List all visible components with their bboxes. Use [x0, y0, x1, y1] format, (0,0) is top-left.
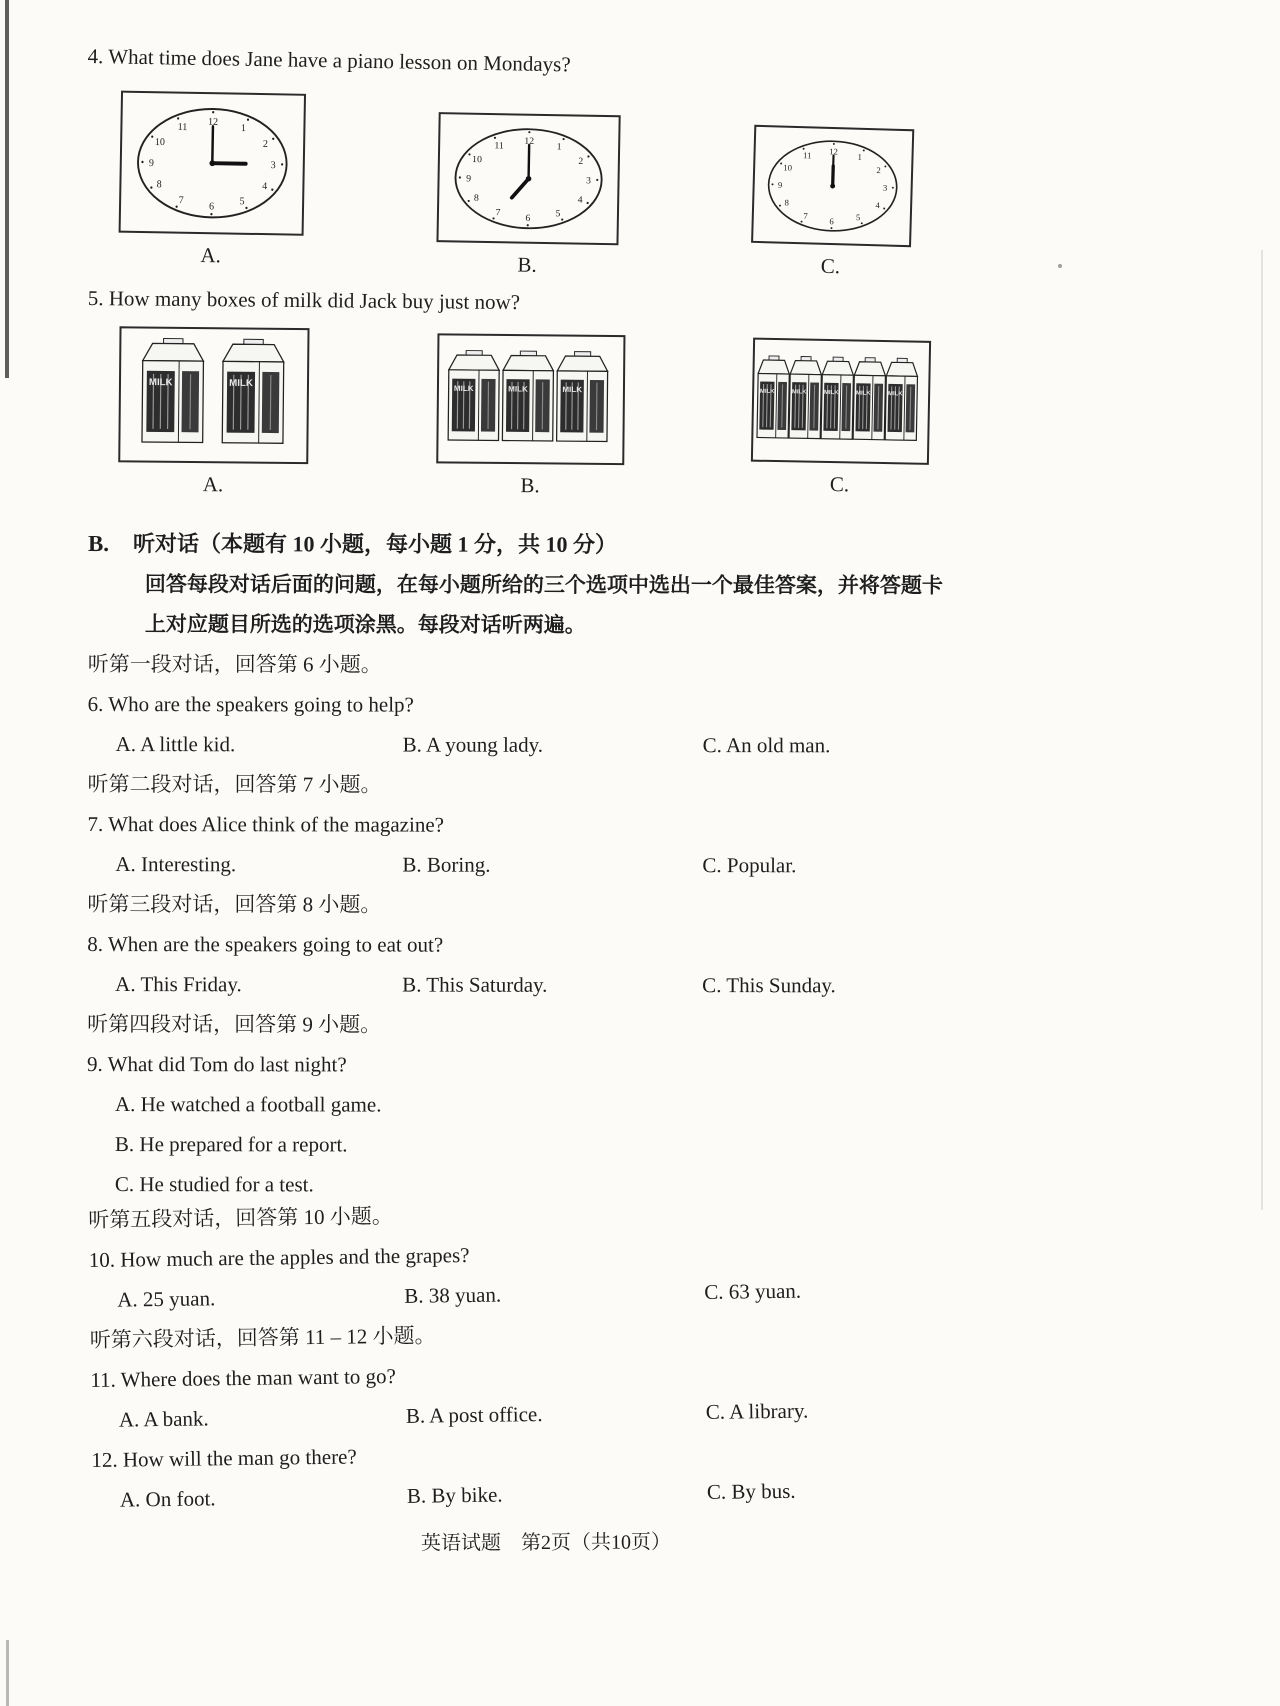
scan-edge-artifact-left-bottom [6, 1640, 9, 1706]
question-12-option-b: B. By bike. [406, 1482, 503, 1508]
clock-image-frame-b [436, 112, 620, 245]
question-12-option-c: C. By bus. [706, 1478, 796, 1504]
question-8-option-a: A. This Friday. [115, 972, 242, 997]
dialogue-5-prompt: 听第五段对话，回答第 10 小题。 [88, 1204, 393, 1232]
question-5-block [86, 278, 1196, 537]
question-6-options [88, 724, 1196, 766]
svg-text:5: 5 [555, 208, 561, 220]
option-label-b: B. [517, 252, 537, 277]
svg-text:7: 7 [178, 195, 184, 207]
svg-text:11: 11 [802, 150, 812, 161]
milk-image-a [120, 328, 307, 462]
question-10-option-c: C. 63 yuan. [704, 1278, 802, 1304]
milk-image-c [753, 340, 929, 463]
dialogue-4-prompt: 听第四段对话，回答第 9 小题。 [87, 1011, 382, 1037]
clock-image-frame-a [119, 91, 306, 236]
milk-image-b [438, 335, 623, 463]
question-8-text: 8. When are the speakers going to eat out? [87, 931, 444, 957]
svg-text:4: 4 [875, 199, 880, 211]
clock-image-a [121, 93, 304, 234]
section-b-instruction-1: 回答每段对话后面的问题，在每小题所给的三个选项中选出一个最佳答案，并将答题卡 [144, 572, 943, 598]
question-8-options [87, 964, 1195, 1006]
milk-image-frame-c [751, 338, 931, 465]
section-b-title: 听对话（本题有 10 小题，每小题 1 分，共 10 分） [133, 531, 618, 557]
page-footer: 英语试题 第2页（共10页） [420, 1531, 672, 1555]
svg-text:9: 9 [777, 179, 783, 190]
svg-text:1: 1 [556, 141, 562, 153]
clock-image-b [438, 114, 618, 243]
question-6-option-a: A. A little kid. [115, 732, 236, 757]
svg-text:9: 9 [148, 157, 154, 170]
question-9-option-a: A. He watched a football game. [114, 1092, 382, 1117]
svg-text:7: 7 [803, 210, 808, 221]
question-11-text: 11. Where does the man want to go? [90, 1363, 397, 1392]
milk-figure-c [750, 338, 931, 499]
question-4-block [83, 36, 1195, 321]
svg-text:MILK: MILK [508, 384, 528, 394]
svg-text:11: 11 [494, 140, 505, 152]
svg-text:6: 6 [829, 216, 834, 227]
question-11-option-b: B. A post office. [405, 1402, 543, 1428]
svg-text:MILK: MILK [888, 391, 903, 398]
question-10-option-a: A. 25 yuan. [117, 1286, 216, 1312]
svg-text:10: 10 [783, 162, 793, 173]
svg-text:MILK: MILK [453, 384, 474, 394]
svg-text:MILK: MILK [562, 385, 583, 395]
svg-text:8: 8 [784, 197, 790, 208]
svg-text:6: 6 [525, 213, 531, 224]
option-label-a: A. [202, 472, 224, 497]
question-7-option-b: B. Boring. [402, 852, 491, 877]
question-12-option-a: A. On foot. [119, 1486, 216, 1512]
svg-text:MILK: MILK [791, 389, 807, 396]
option-label-c: C. [829, 472, 850, 497]
svg-text:7: 7 [495, 207, 501, 219]
question-7-options [87, 844, 1195, 886]
scan-edge-artifact-right [1261, 250, 1263, 1210]
question-7-option-a: A. Interesting. [115, 852, 237, 877]
question-6-option-b: B. A young lady. [402, 732, 544, 757]
svg-text:2: 2 [578, 156, 584, 167]
milk-image-frame-b [436, 333, 625, 465]
svg-text:3: 3 [270, 160, 276, 172]
question-7-option-c: C. Popular. [702, 853, 797, 878]
dialogue-2-prompt: 听第二段对话，回答第 7 小题。 [87, 771, 382, 797]
section-b-header [88, 524, 1196, 566]
clock-figure-b [436, 112, 621, 279]
svg-text:2: 2 [876, 165, 881, 176]
question-12-text: 12. How will the man go there? [91, 1444, 357, 1472]
question-11-option-a: A. A bank. [118, 1406, 209, 1432]
question-8-option-b: B. This Saturday. [402, 972, 548, 997]
svg-text:10: 10 [472, 154, 483, 166]
clock-image-frame-c [751, 125, 914, 247]
svg-text:8: 8 [156, 179, 162, 191]
scan-edge-artifact-left [5, 0, 9, 378]
svg-text:12: 12 [829, 146, 839, 157]
svg-text:4: 4 [577, 194, 583, 206]
question-6-text: 6. Who are the speakers going to help? [87, 691, 414, 717]
question-7-text: 7. What does Alice think of the magazine? [87, 811, 444, 837]
question-5-figures [86, 326, 1196, 537]
svg-text:MILK: MILK [229, 377, 253, 390]
question-5-text: 5. How many boxes of milk did Jack buy just now? [87, 285, 521, 315]
clock-figure-a [118, 91, 306, 270]
clock-figure-c [750, 125, 914, 281]
svg-text:MILK: MILK [759, 388, 775, 395]
dialogue-3-prompt: 听第三段对话，回答第 8 小题。 [87, 891, 382, 917]
question-8-option-c: C. This Sunday. [702, 973, 836, 998]
option-label-a: A. [200, 242, 222, 268]
dialogue-6-prompt: 听第六段对话，回答第 11 – 12 小题。 [89, 1323, 436, 1352]
question-9-option-b: B. He prepared for a report. [114, 1132, 348, 1157]
clock-image-c [753, 127, 912, 245]
svg-text:MILK: MILK [823, 389, 839, 397]
question-10-text: 10. How much are the apples and the grapes? [88, 1243, 470, 1272]
svg-text:10: 10 [154, 136, 165, 149]
section-b-block [87, 524, 1196, 1206]
milk-image-frame-a [118, 326, 309, 464]
svg-text:5: 5 [855, 212, 861, 223]
svg-text:MILK: MILK [855, 390, 871, 397]
svg-text:1: 1 [857, 151, 863, 162]
svg-text:3: 3 [585, 175, 592, 187]
section-b-instruction-2: 上对应题目所选的选项涂黑。每段对话听两遍。 [144, 612, 586, 637]
svg-text:6: 6 [208, 201, 215, 213]
milk-figure-b [436, 333, 626, 499]
question-10-option-b: B. 38 yuan. [404, 1282, 502, 1308]
question-9-text: 9. What did Tom do last night? [87, 1051, 347, 1077]
option-label-b: B. [520, 473, 540, 498]
svg-text:2: 2 [262, 138, 268, 151]
svg-text:MILK: MILK [148, 377, 173, 389]
svg-text:11: 11 [177, 121, 188, 134]
svg-text:9: 9 [466, 173, 472, 185]
svg-text:1: 1 [240, 122, 246, 135]
svg-text:3: 3 [882, 182, 888, 193]
svg-text:5: 5 [239, 196, 245, 208]
question-9-option-c: C. He studied for a test. [114, 1172, 314, 1197]
section-b-block-lower [88, 1185, 1200, 1519]
question-11-option-c: C. A library. [705, 1398, 809, 1424]
section-b-label: B. [87, 531, 110, 557]
question-4-text: 4. What time does Jane have a piano lesson on Mondays? [87, 43, 571, 77]
svg-text:4: 4 [262, 181, 268, 193]
option-label-c: C. [820, 253, 841, 279]
question-6-option-c: C. An old man. [702, 733, 831, 758]
dialogue-1-prompt: 听第一段对话，回答第 6 小题。 [87, 651, 382, 677]
svg-text:12: 12 [207, 116, 219, 128]
svg-text:8: 8 [473, 192, 479, 204]
milk-figure-a [118, 326, 310, 498]
svg-text:12: 12 [524, 135, 535, 147]
